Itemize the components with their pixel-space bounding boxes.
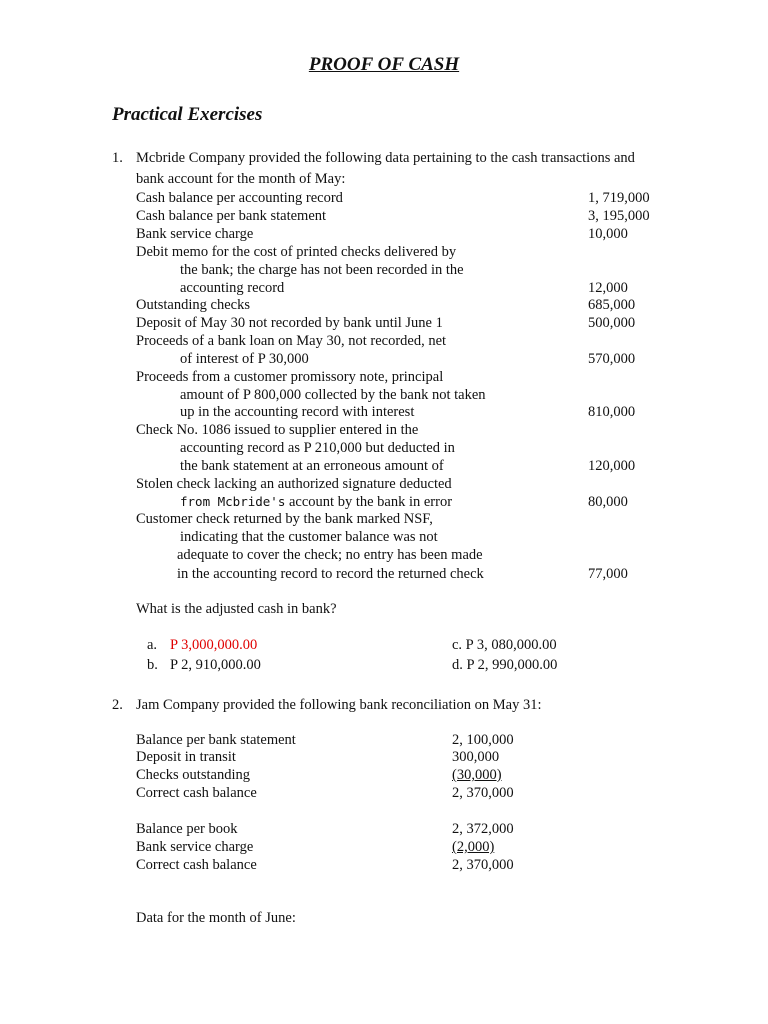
deposit-value: 500,000: [588, 315, 636, 331]
stolen-value: 80,000: [588, 494, 628, 510]
check-line2: accounting record as P 210,000 but deducted in: [180, 440, 455, 456]
nsf-line2: indicating that the customer balance was not: [180, 529, 438, 545]
check-line3: the bank statement at an erroneous amount of: [180, 458, 444, 474]
item-label: Cash balance per accounting record: [136, 190, 343, 206]
check-value: 120,000: [588, 458, 636, 474]
debit-memo-value: 12,000: [588, 280, 628, 296]
loan-value: 570,000: [588, 351, 636, 367]
stolen-line2-mono: from Mcbride's: [180, 494, 286, 509]
outstanding-value: 685,000: [588, 297, 636, 313]
stolen-line1: Stolen check lacking an authorized signature deducted: [136, 476, 452, 492]
note-line2: amount of P 800,000 collected by the bank not taken: [180, 387, 486, 403]
item-label: Bank service charge: [136, 226, 254, 242]
book-recon-label: Bank service charge: [136, 839, 254, 855]
choice-a-answer: P 3,000,000.00: [170, 637, 258, 653]
nsf-line4: in the accounting record to record the returned check: [177, 566, 484, 582]
note-line1: Proceeds from a customer promissory note, principal: [136, 369, 444, 385]
book-recon-value: 2, 370,000: [452, 857, 514, 873]
outstanding-label: Outstanding checks: [136, 297, 250, 313]
bank-recon-value: 300,000: [452, 749, 500, 765]
book-recon-value: 2, 372,000: [452, 821, 514, 837]
june-heading: Data for the month of June:: [136, 910, 296, 926]
page-title: PROOF OF CASH: [308, 54, 460, 75]
bank-recon-label: Correct cash balance: [136, 785, 257, 801]
q1-number: 1.: [112, 150, 123, 166]
item-value: 3, 195,000: [588, 208, 650, 224]
debit-memo-line3: accounting record: [180, 280, 285, 296]
bank-recon-label: Deposit in transit: [136, 749, 236, 765]
nsf-line1: Customer check returned by the bank marked NSF,: [136, 511, 433, 527]
q1-intro-line1: Mcbride Company provided the following data pertaining to the cash transactions and: [136, 150, 635, 166]
book-recon-value: (2,000): [452, 839, 495, 855]
note-line3: up in the accounting record with interest: [180, 404, 415, 420]
check-line1: Check No. 1086 issued to supplier entered in the: [136, 422, 419, 438]
deposit-label: Deposit of May 30 not recorded by bank until June 1: [136, 315, 443, 331]
book-recon-label: Balance per book: [136, 821, 238, 837]
choice-a-label: a.: [147, 637, 158, 653]
item-label: Cash balance per bank statement: [136, 208, 327, 224]
choice-b-label: b.: [147, 657, 158, 673]
choice-d: d. P 2, 990,000.00: [452, 657, 558, 673]
q1-intro-line2: bank account for the month of May:: [136, 171, 346, 187]
loan-line1: Proceeds of a bank loan on May 30, not recorded, net: [136, 333, 447, 349]
bank-recon-value: 2, 370,000: [452, 785, 514, 801]
bank-recon-label: Checks outstanding: [136, 767, 250, 783]
bank-recon-value: (30,000): [452, 767, 502, 783]
nsf-value: 77,000: [588, 566, 628, 582]
item-value: 10,000: [588, 226, 628, 242]
choice-c: c. P 3, 080,000.00: [452, 637, 557, 653]
note-value: 810,000: [588, 404, 636, 420]
stolen-line2: [180, 493, 452, 511]
bank-recon-value: 2, 100,000: [452, 732, 514, 748]
q1-question: What is the adjusted cash in bank?: [136, 601, 337, 617]
q2-number: 2.: [112, 697, 123, 713]
q2-intro: Jam Company provided the following bank reconciliation on May 31:: [136, 697, 542, 713]
debit-memo-line2: the bank; the charge has not been recorded in the: [180, 262, 464, 278]
item-value: 1, 719,000: [588, 190, 650, 206]
debit-memo-line1: Debit memo for the cost of printed checks delivered by: [136, 244, 457, 260]
bank-recon-label: Balance per bank statement: [136, 732, 296, 748]
book-recon-label: Correct cash balance: [136, 857, 257, 873]
nsf-line3: adequate to cover the check; no entry has been made: [177, 547, 483, 563]
stolen-line2-rest: account by the bank in error: [285, 494, 453, 510]
loan-line2: of interest of P 30,000: [180, 351, 309, 367]
section-subtitle: Practical Exercises: [112, 104, 263, 125]
choice-b: P 2, 910,000.00: [170, 657, 261, 673]
